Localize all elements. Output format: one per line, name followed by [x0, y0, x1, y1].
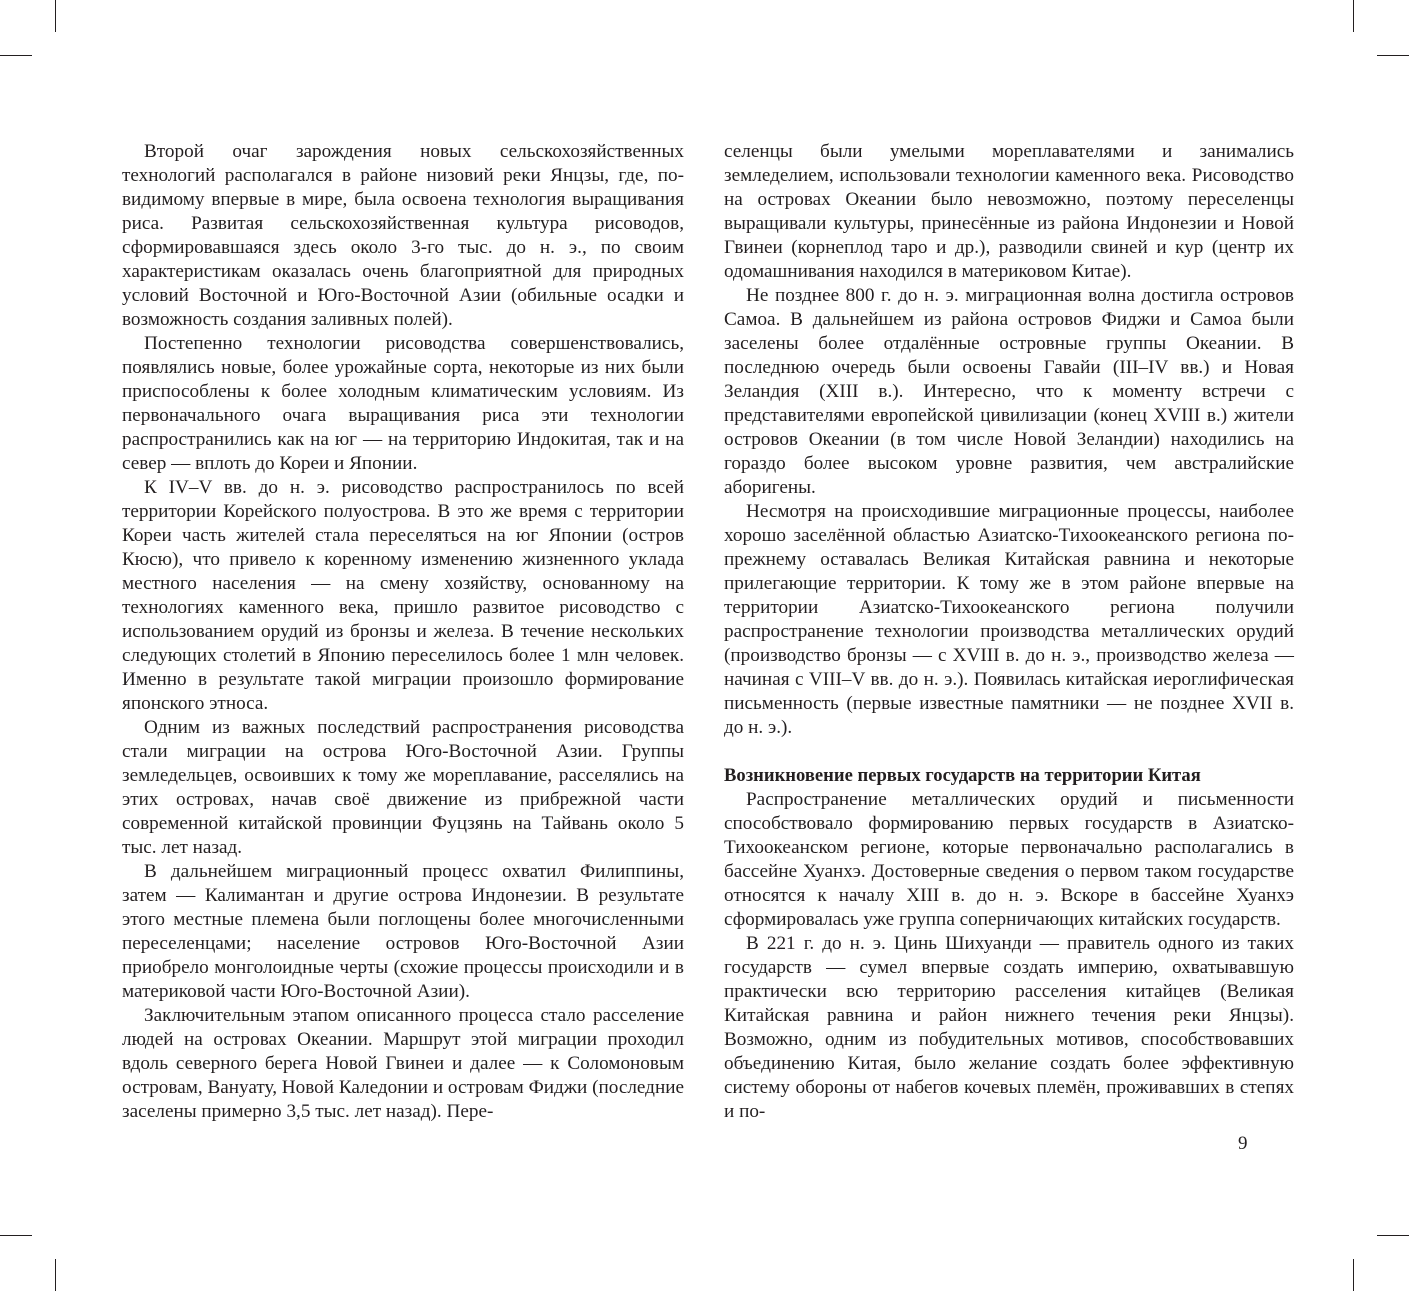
paragraph: Заключительным этапом описанного процесса стало расселение людей на островах Океании. Маршрут этой миграции проходил вдоль северного берега Новой Гвинеи и далее — к Соломоновым островам, Вануату, Новой Каледонии и островам Фиджи (последние заселены примерно 3,5 тыс. лет назад). Пере-: [122, 1005, 684, 1122]
paragraph: Не позднее 800 г. до н. э. миграционная волна достигла островов Самоа. В дальнейшем из района островов Фиджи и Самоа были заселены более отдалённые островные группы Океании. В последнюю очередь были освоены Гавайи (III–IV вв.) и Новая Зеландия (XIII в.). Интересно, что к моменту встречи с представителями европейской цивилизации (конец XVIII в.) жители островов Океании (в том числе Новой Зеландии) находились на гораздо более высоком уровне развития, чем австралийские аборигены.: [724, 285, 1294, 498]
paragraph: К IV–V вв. до н. э. рисоводство распространилось по всей территории Корейского полуострова. В это же время с территории Кореи часть жителей стала переселяться на юг Японии (остров Кюсю), что привело к коренному изменению жизненного уклада местного населения — на смену хозяйству, основанному на технологиях каменного века, пришло развитое рисоводство с использованием орудий из бронзы и железа. В течение нескольких следующих столетий в Японию переселилось более 1 млн человек. Именно в результате такой миграции произошло формирование японского этноса.: [122, 477, 684, 714]
paragraph: Второй очаг зарождения новых сельскохозяйственных технологий располагался в районе низовий реки Янцзы, где, по-видимому впервые в мире, была освоена технология выращивания риса. Развитая сельскохозяйственная культура рисоводов, сформировавшаяся здесь около 3-го тыс. до н. э., по своим характеристикам оказалась очень благоприятной для природных условий Восточной и Юго-Восточной Азии (обильные осадки и возможность создания заливных полей).: [122, 141, 684, 330]
paragraph-continued: селенцы были умелыми мореплавателями и занимались земледелием, использовали технологии каменного века. Рисоводство на островах Океании было невозможно, поэтому переселенцы выращивали культуры, принесённые из района Индонезии и Новой Гвинеи (корнеплод таро и др.), разводили свиней и кур (центр их одомашнивания находился в материковом Китае).: [724, 141, 1294, 282]
paragraph: Распространение металлических орудий и письменности способствовало формированию первых государств в Азиатско-Тихоокеанском регионе, которые первоначально располагались в бассейне Хуанхэ. Достоверные сведения о первом таком государстве относятся к началу XIII в. до н. э. Вскоре в бассейне Хуанхэ сформировалась уже группа соперничающих китайских государств.: [724, 789, 1294, 930]
crop-mark-top-left-horizontal: [0, 55, 32, 56]
crop-mark-top-left-vertical: [55, 0, 56, 32]
crop-mark-bottom-right-vertical: [1353, 1259, 1354, 1291]
paragraph: Постепенно технологии рисоводства совершенствовались, появлялись новые, более урожайные сорта, некоторые из них были приспособлены к более холодным климатическим условиям. Из первоначального очага выращивания риса эти технологии распространились как на юг — на территорию Индокитая, так и на север — вплоть до Кореи и Японии.: [122, 333, 684, 474]
left-text-column: [122, 140, 684, 1124]
crop-mark-bottom-left-horizontal: [0, 1235, 32, 1236]
crop-mark-bottom-right-horizontal: [1377, 1235, 1409, 1236]
right-text-column: [724, 140, 1294, 1124]
crop-mark-bottom-left-vertical: [55, 1259, 56, 1291]
paragraph: Одним из важных последствий распространения рисоводства стали миграции на острова Юго-Восточной Азии. Группы земледельцев, освоивших к тому же мореплавание, расселялись на этих островах, начав своё движение из прибрежной части современной китайской провинции Фуцзянь на Тайвань около 5 тыс. лет назад.: [122, 717, 684, 858]
page-number: 9: [1238, 1133, 1248, 1154]
paragraph: Несмотря на происходившие миграционные процессы, наиболее хорошо заселённой областью Азиатско-Тихоокеанского региона по-прежнему оставалась Великая Китайская равнина и некоторые прилегающие территории. К тому же в этом районе впервые на территории Азиатско-Тихоокеанского региона получили распространение технологии производства металлических орудий (производство бронзы — с XVIII в. до н. э., производство железа — начиная с VIII–V вв. до н. э.). Появилась китайская иероглифическая письменность (первые известные памятники — не позднее XVII в. до н. э.).: [724, 501, 1294, 738]
crop-mark-top-right-vertical: [1353, 0, 1354, 32]
crop-mark-top-right-horizontal: [1377, 55, 1409, 56]
paragraph: В дальнейшем миграционный процесс охватил Филиппины, затем — Калимантан и другие острова Индонезии. В результате этого местные племена были поглощены более многочисленными переселенцами; население островов Юго-Восточной Азии приобрело монголоидные черты (схожие процессы происходили и в материковой части Юго-Восточной Азии).: [122, 861, 684, 1002]
paragraph: В 221 г. до н. э. Цинь Шихуанди — правитель одного из таких государств — сумел впервые создать империю, охватывавшую практически всю территорию расселения китайцев (Великая Китайская равнина и район нижнего течения реки Янцзы). Возможно, одним из побудительных мотивов, способствовавших объединению Китая, было желание создать более эффективную систему обороны от набегов кочевых племён, проживавших в степях и по-: [724, 933, 1294, 1122]
section-heading: Возникновение первых государств на территории Китая: [724, 765, 1201, 786]
